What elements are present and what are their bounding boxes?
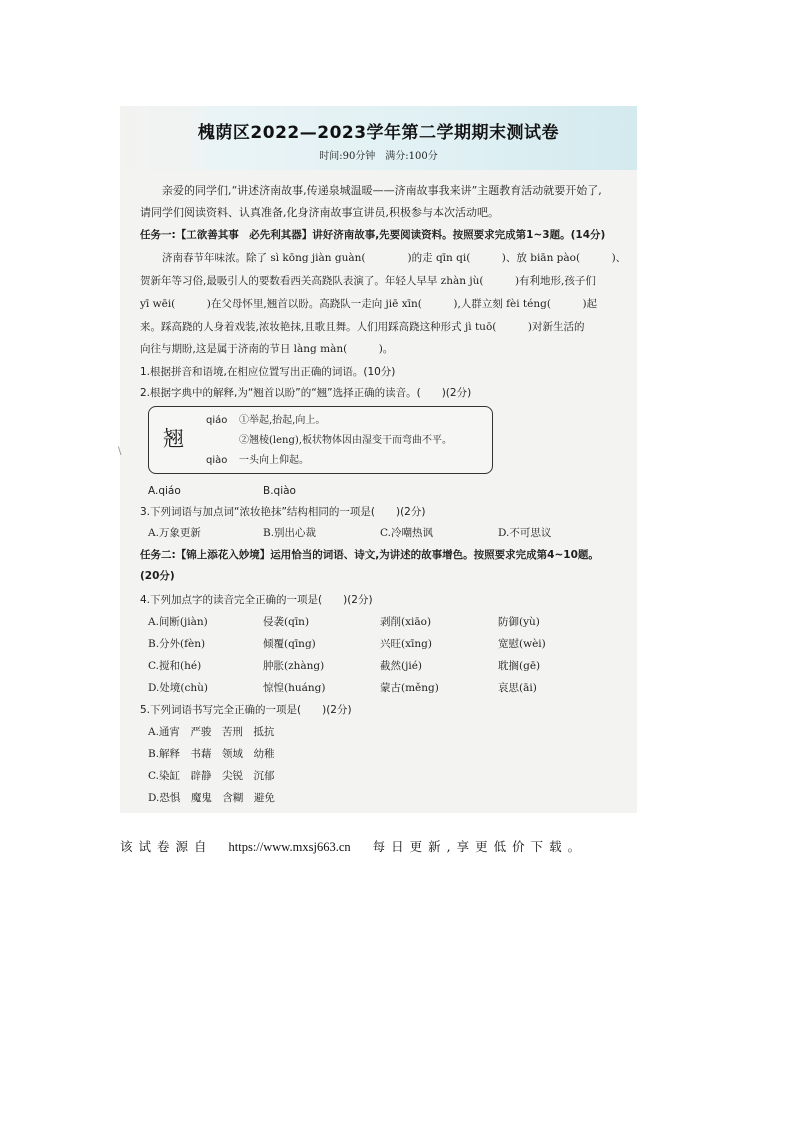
q5-option-b: B.解释 书藉 领域 幼稚 bbox=[148, 748, 275, 760]
q4-a-2: 侵袭(qīn) bbox=[263, 616, 310, 628]
q5-option-a: A.通宵 严骏 苦刑 抵抗 bbox=[148, 726, 275, 738]
q5-option-c: C.染缸 辟静 尖锐 沉郁 bbox=[148, 770, 275, 782]
q2-option-a: A.qiáo bbox=[148, 485, 181, 497]
exam-title: 槐荫区2022—2023学年第二学期期末测试卷 bbox=[197, 123, 560, 143]
q4-a-1: A.间断(jiàn) bbox=[148, 616, 208, 628]
q4-d-3: 蒙古(měng) bbox=[380, 682, 439, 694]
q4-b-2: 倾覆(qīng) bbox=[263, 638, 316, 650]
q4-a-4: 防御(yù) bbox=[498, 616, 540, 628]
passage-line-5: 向往与期盼,这是属于济南的节日 làng màn( )。 bbox=[140, 343, 394, 355]
reading-qiao4: qiào bbox=[206, 455, 228, 466]
dictionary-entry-box bbox=[148, 406, 493, 474]
footer-right-text: 每日更新,享更低价下载。 bbox=[372, 839, 587, 854]
q3-option-c: C.冷嘲热讽 bbox=[380, 527, 433, 539]
question-1: 1.根据拼音和语境,在相应位置写出正确的词语。(10分) bbox=[140, 366, 396, 378]
footer-left-text: 该试卷源自 bbox=[120, 839, 213, 854]
footer-url-link[interactable]: https://www.mxsj663.cn bbox=[228, 840, 351, 854]
q4-c-3: 截然(jié) bbox=[380, 660, 423, 672]
passage-line-4: 来。踩高跷的人身着戏装,浓妆艳抹,且歌且舞。人们用踩高跷这种形式 jì tuō( )对新生活的 bbox=[140, 321, 585, 333]
q4-a-3: 剥削(xiāo) bbox=[380, 616, 432, 628]
definition-3: 一头向上仰起。 bbox=[239, 455, 309, 466]
passage-line-2: 贺新年等习俗,最吸引人的要数看西关高跷队表演了。年轻人早早 zhàn jù( )有利地形,孩子们 bbox=[140, 275, 596, 287]
question-5: 5.下列词语书写完全正确的一项是( )(2分) bbox=[140, 704, 352, 716]
question-2: 2.根据字典中的解释,为“翘首以盼”的“翘”选择正确的读音。( )(2分) bbox=[140, 387, 472, 399]
task1-heading: 任务一:【工欲善其事 必先利其器】讲好济南故事,先要阅读资料。按照要求完成第1~3题。(14分) bbox=[140, 229, 606, 241]
q5-option-d: D.恐惧 魔鬼 含糊 避免 bbox=[148, 792, 275, 804]
task2-heading-points: (20分) bbox=[140, 570, 175, 582]
question-3: 3.下列词语与加点词“浓妆艳抹”结构相同的一项是( )(2分) bbox=[140, 506, 426, 518]
q4-b-1: B.分外(fèn) bbox=[148, 638, 206, 650]
definition-2: ②翘棱(leng),板状物体因由湿变干而弯曲不平。 bbox=[239, 435, 452, 446]
q4-c-4: 耽搁(gē) bbox=[498, 660, 541, 672]
exam-subtitle: 时间:90分钟 满分:100分 bbox=[319, 151, 438, 162]
q4-c-1: C.搅和(hé) bbox=[148, 660, 202, 672]
q3-option-b: B.别出心裁 bbox=[263, 527, 317, 539]
q2-option-b: B.qiào bbox=[263, 485, 296, 497]
q3-option-d: D.不可思议 bbox=[498, 527, 552, 539]
scan-edge-mark: \ bbox=[118, 446, 122, 457]
definition-1: ①举起,抬起,向上。 bbox=[239, 415, 326, 426]
scanned-exam-page bbox=[120, 106, 637, 813]
q4-d-2: 惊惶(huáng) bbox=[263, 682, 326, 694]
q4-c-2: 肿胀(zhàng) bbox=[263, 660, 325, 672]
intro-line-2: 请同学们阅读资料、认真准备,化身济南故事宣讲员,积极参与本次活动吧。 bbox=[140, 206, 499, 219]
q4-d-1: D.处境(chù) bbox=[148, 682, 208, 694]
passage-line-1: 济南春节年味浓。除了 sì kōng jiàn guàn( )的走 qīn qi( )、放 biān pào( )、 bbox=[162, 252, 627, 264]
q4-b-3: 兴旺(xīng) bbox=[380, 638, 432, 650]
q4-b-4: 宽慰(wèi) bbox=[498, 638, 546, 650]
footer-notice bbox=[120, 837, 586, 855]
task2-heading: 任务二:【锦上添花入妙境】运用恰当的词语、诗文,为讲述的故事增色。按照要求完成第4~10题。 bbox=[140, 549, 599, 561]
q3-option-a: A.万象更新 bbox=[148, 527, 201, 539]
reading-qiao2: qiáo bbox=[206, 415, 228, 426]
q4-d-4: 哀思(āi) bbox=[498, 682, 537, 694]
passage-line-3: yī wēi( )在父母怀里,翘首以盼。高跷队一走向 jiē xīn( ),人群立刻 fèi téng( )起 bbox=[140, 298, 598, 310]
question-4: 4.下列加点字的读音完全正确的一项是( )(2分) bbox=[140, 594, 373, 606]
intro-line-1: 亲爱的同学们,“讲述济南故事,传递泉城温暖——济南故事我来讲”主题教育活动就要开始了, bbox=[162, 184, 602, 197]
dictionary-character: 翘 bbox=[163, 427, 184, 451]
